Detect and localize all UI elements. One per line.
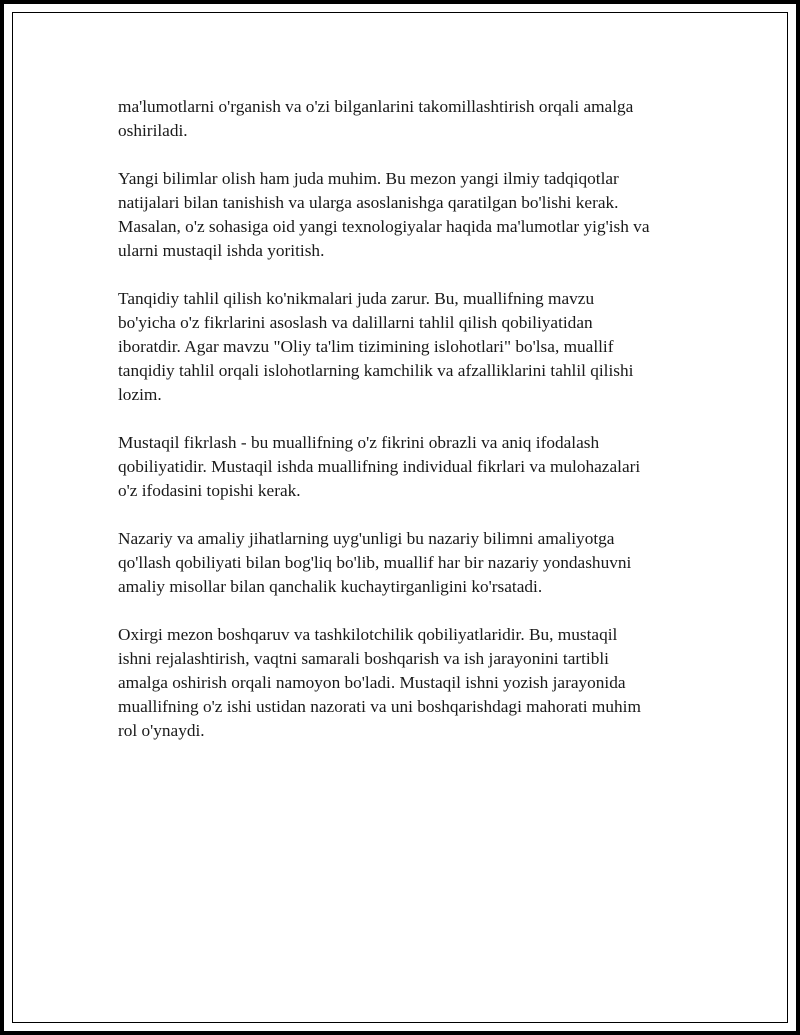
- paragraph-new-knowledge: Yangi bilimlar olish ham juda muhim. Bu mezon yangi ilmiy tadqiqotlar natijalari bilan tanishish va ularga asoslanishga qaratilgan bo'lishi kerak. Masalan, o'z sohasiga oid yangi texnologiyalar haqida ma'lumotlar yig'ish va ularni mustaqil ishda yoritish.: [118, 169, 650, 260]
- paragraph-independent-thinking: Mustaqil fikrlash - bu muallifning o'z fikrini obrazli va aniq ifodalash qobiliyatidir. Mustaqil ishda muallifning individual fikrlari va mulohazalari o'z ifodasini topishi kerak.: [118, 433, 641, 500]
- paragraph-theory-practice: Nazariy va amaliy jihatlarning uyg'unligi bu nazariy bilimni amaliyotga qo'llash qobiliyati bilan bog'liq bo'lib, muallif har bir nazariy yondashuvni amaliy misollar bilan qanchalik kuchaytirganligini ko'rsatadi.: [118, 529, 632, 596]
- paragraph-critical-analysis: Tanqidiy tahlil qilish ko'nikmalari juda zarur. Bu, muallifning mavzu bo'yicha o'z fikrlarini asoslash va dalillarni tahlil qilish qobiliyatidan iboratdir. Agar mavzu "Oliy ta'lim tizimining islohotlari" bo'lsa, muallif tanqidiy tahlil orqali islohotlarning kamchilik va afzalliklarini tahlil qilishi lozim.: [118, 289, 634, 404]
- document-body: [118, 95, 698, 767]
- paragraph-continuation: ma'lumotlarni o'rganish va o'zi bilganlarini takomillashtirish orqali amalga oshiriladi.: [118, 97, 634, 140]
- paragraph-management-skills: Oxirgi mezon boshqaruv va tashkilotchilik qobiliyatlaridir. Bu, mustaqil ishni rejalashtirish, vaqtni samarali boshqarish va ish jarayonini tartibli amalga oshirish orqali namoyon bo'ladi. Mustaqil ishni yozish jarayonida muallifning o'z ishi ustidan nazorati va uni boshqarishdagi mahorati muhim rol o'ynaydi.: [118, 625, 641, 740]
